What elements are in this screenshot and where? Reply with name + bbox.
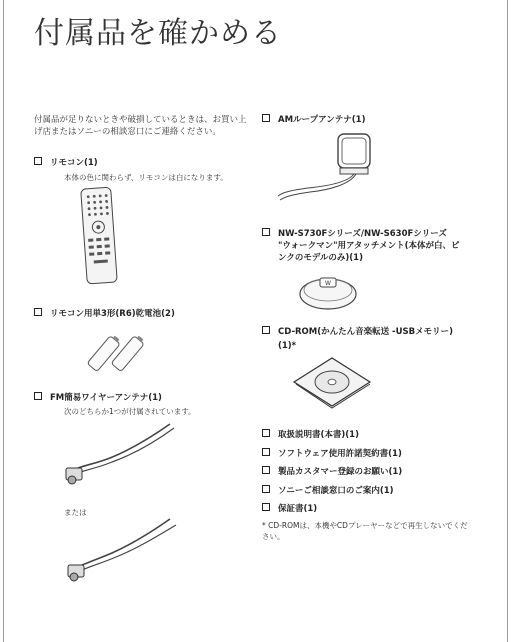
item-remote — [34, 157, 98, 169]
checkbox-icon — [262, 114, 270, 122]
item-label: リモコン用単3形(R6)乾電池(2) — [50, 309, 175, 319]
page-title: 付属品を確かめる — [34, 16, 282, 51]
item-fm-antenna-note: 次のどちらか1つが付属されています。 — [64, 407, 196, 416]
item-label: リモコン(1) — [50, 158, 98, 168]
checkbox-icon — [262, 485, 270, 493]
item-label: AMループアンテナ(1) — [278, 115, 366, 125]
item-warranty — [262, 503, 317, 515]
item-attachment — [262, 228, 447, 240]
item-cd-rom — [262, 326, 453, 338]
checkbox-icon — [262, 503, 270, 511]
item-label: FM簡易ワイヤーアンテナ(1) — [50, 393, 162, 403]
alternative-label: または — [64, 508, 87, 517]
footnote: * CD-ROMは、本機やCDプレーヤーなどで再生しないでください。 — [262, 521, 468, 541]
checkbox-icon — [34, 308, 42, 316]
item-fm-antenna — [34, 392, 162, 404]
item-support-guide — [262, 485, 394, 497]
walkman-attachment-illustration — [296, 268, 366, 313]
item-am-antenna — [262, 114, 365, 126]
item-manual — [262, 429, 359, 441]
item-label: 製品カスタマー登録のお願い(1) — [278, 467, 403, 477]
checkbox-icon — [262, 326, 270, 334]
batteries-illustration — [84, 326, 154, 376]
intro-text: 付属品が足りないときや破損しているときは、お買い上げ店またはソニーの相談窓口にご連絡ください。 — [34, 115, 247, 137]
item-attachment-line3: ンクのモデルのみ)(1) — [278, 253, 363, 263]
checkbox-icon — [262, 228, 270, 236]
svg-text:W: W — [325, 280, 331, 287]
remote-control-illustration — [70, 186, 130, 286]
checkbox-icon — [262, 448, 270, 456]
cd-rom-illustration — [284, 352, 374, 412]
item-label-line1: CD-ROM(かんたん音楽転送 -USBメモリー) — [278, 327, 453, 337]
item-attachment-line2: "ウォークマン"用アタッチメント(本体が白、ピ — [278, 241, 460, 251]
checkbox-icon — [262, 429, 270, 437]
checkbox-icon — [34, 392, 42, 400]
item-label: ソニーご相談窓口のご案内(1) — [278, 486, 394, 496]
item-label: 取扱説明書(本書)(1) — [278, 430, 359, 440]
page-frame-right — [507, 0, 508, 642]
item-label: ソフトウェア使用許諾契約書(1) — [278, 449, 402, 459]
item-remote-note: 本体の色に関わらず、リモコンは白になります。 — [64, 173, 228, 182]
fm-antenna-illustration-1 — [60, 420, 190, 500]
checkbox-icon — [34, 157, 42, 165]
item-label: 保証書(1) — [278, 504, 318, 514]
item-label-line1: NW-S730Fシリーズ/NW-S630Fシリーズ — [278, 229, 447, 239]
am-loop-antenna-illustration — [268, 130, 388, 210]
fm-antenna-illustration-2 — [60, 515, 190, 590]
checkbox-icon — [262, 466, 270, 474]
item-batteries — [34, 308, 175, 320]
page-frame-left — [3, 0, 4, 642]
item-cd-rom-line2: (1)* — [278, 341, 297, 351]
item-license — [262, 448, 402, 460]
item-registration — [262, 466, 402, 478]
